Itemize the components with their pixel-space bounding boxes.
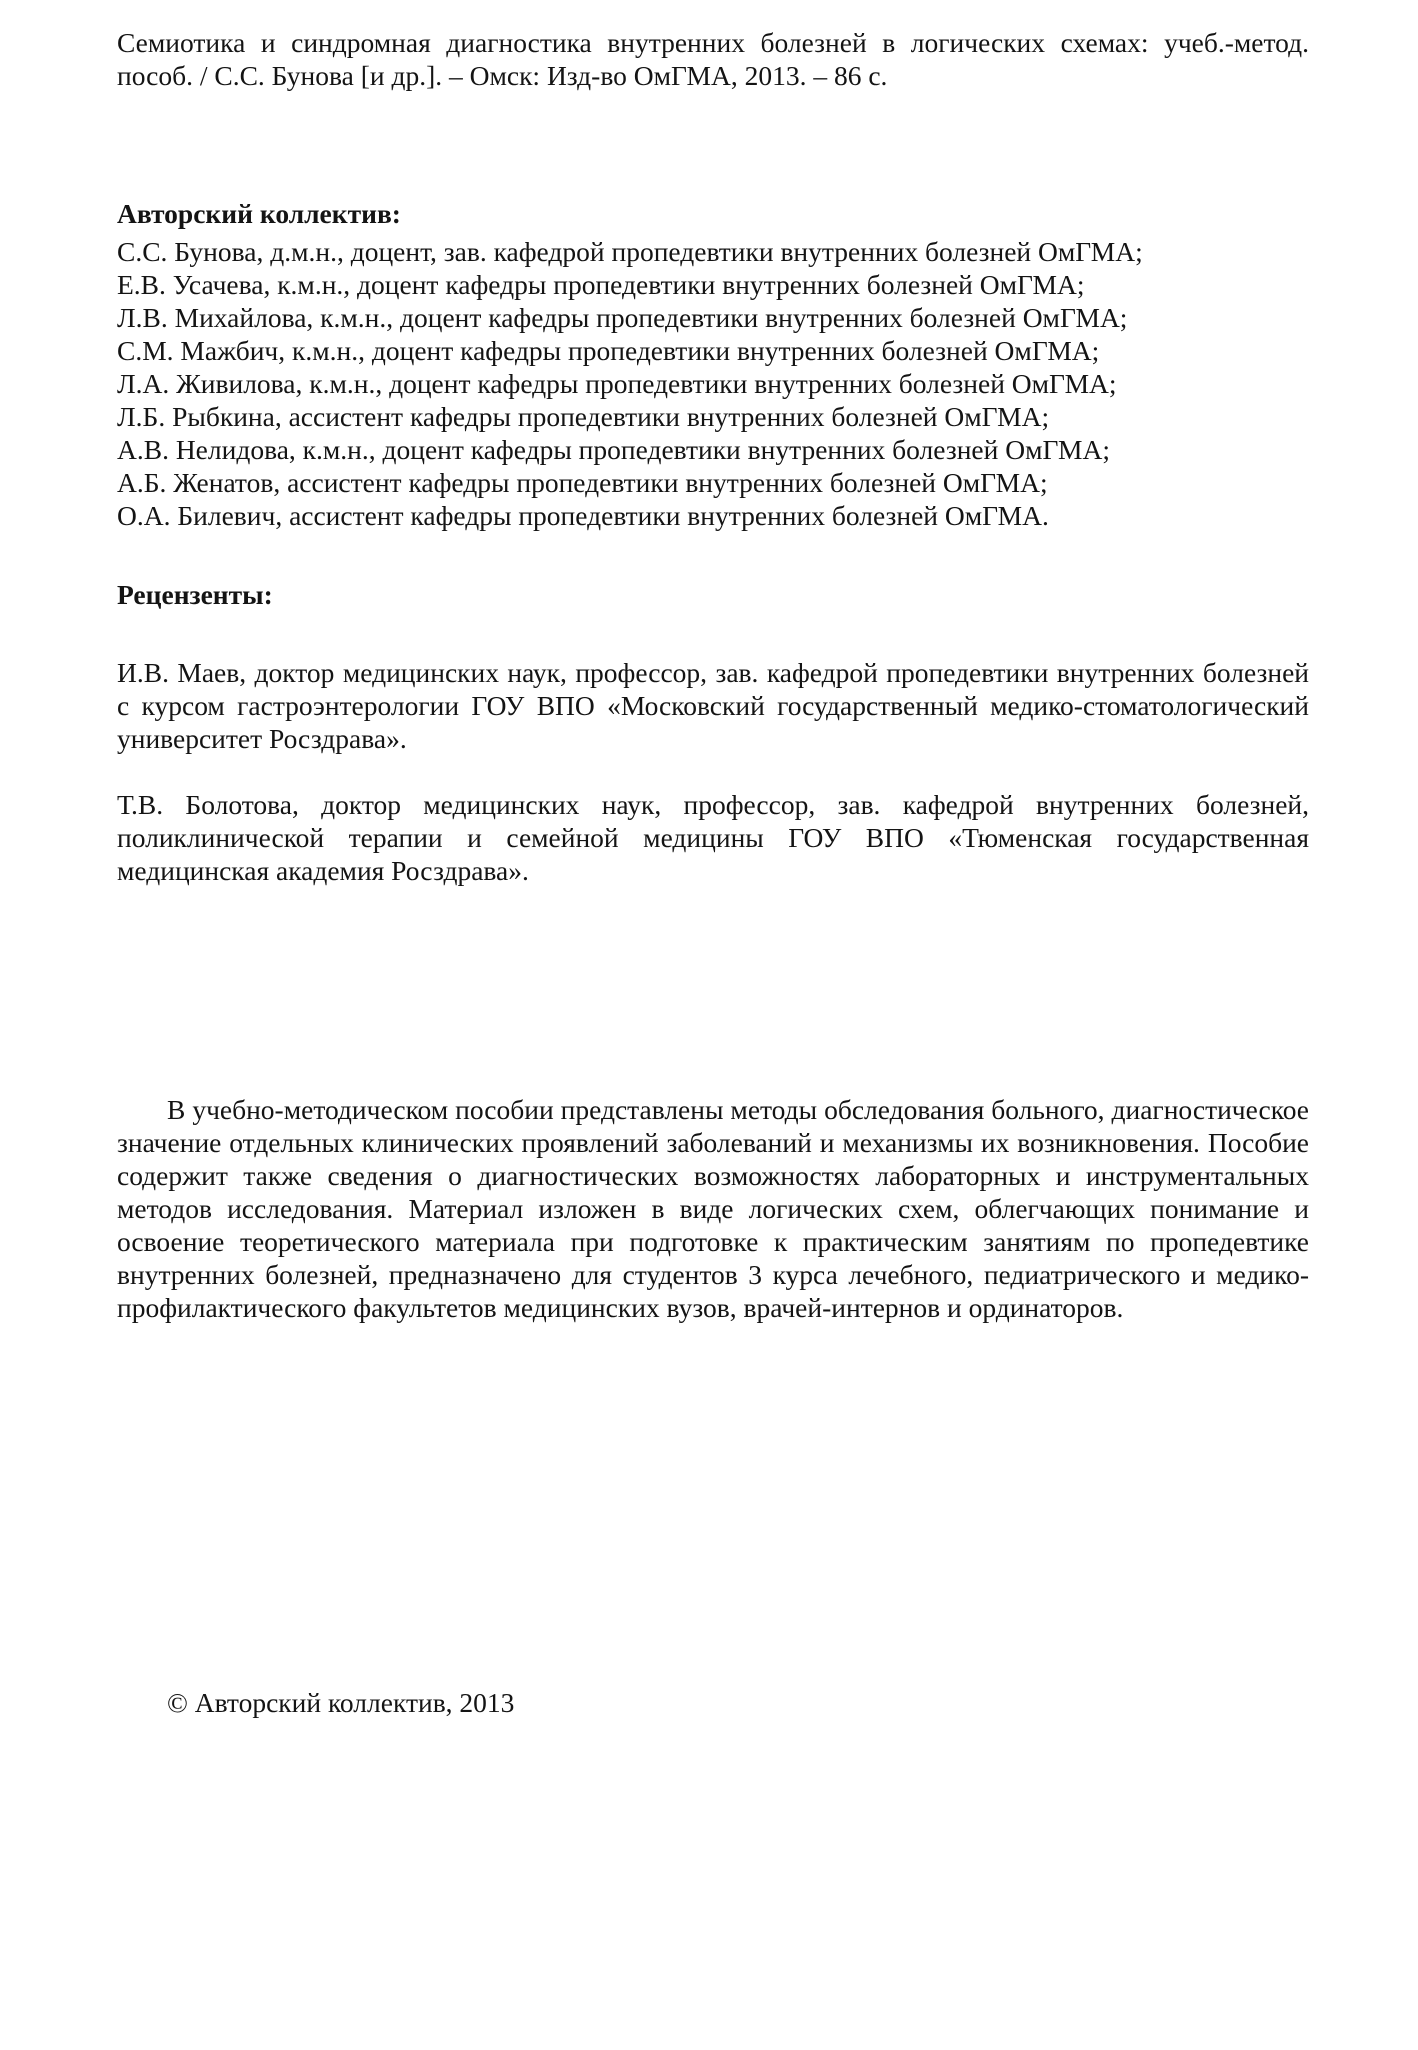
reviewers-heading: Рецензенты: bbox=[117, 579, 273, 610]
author-item: С.М. Мажбич, к.м.н., доцент кафедры пропедевтики внутренних болезней ОмГМА; bbox=[117, 335, 1100, 366]
authors-heading: Авторский коллектив: bbox=[117, 198, 401, 229]
abstract-paragraph: В учебно-методическом пособии представлены методы обследования больного, диагностическое значение отдельных клинических проявлений заболеваний и механизмы их возникновения. Пособие содержит также сведения о диагностических возможностях лабораторных и инструментальных методов исследования. Материал изложен в виде логических схем, облегчающих понимание и освоение теоретического материала при подготовке к практическим занятиям по пропедевтике внутренних болезней, предназначено для студентов 3 курса лечебного, педиатрического и медико-профилактического факультетов медицинских вузов, врачей-интернов и ординаторов. bbox=[117, 1094, 1309, 1323]
author-item: А.В. Нелидова, к.м.н., доцент кафедры пропедевтики внутренних болезней ОмГМА; bbox=[117, 434, 1110, 465]
author-item: Е.В. Усачева, к.м.н., доцент кафедры пропедевтики внутренних болезней ОмГМА; bbox=[117, 269, 1085, 300]
author-item: Л.В. Михайлова, к.м.н., доцент кафедры пропедевтики внутренних болезней ОмГМА; bbox=[117, 302, 1128, 333]
author-item: С.С. Бунова, д.м.н., доцент, зав. кафедрой пропедевтики внутренних болезней ОмГМА; bbox=[117, 236, 1143, 267]
reviewer-entry: И.В. Маев, доктор медицинских наук, профессор, зав. кафедрой пропедевтики внутренних болезней с курсом гастроэнтерологии ГОУ ВПО «Московский государственный медико-стоматологический университет Росздрава». bbox=[117, 657, 1309, 754]
author-item: Л.А. Живилова, к.м.н., доцент кафедры пропедевтики внутренних болезней ОмГМА; bbox=[117, 368, 1117, 399]
bibliographic-record: Семиотика и синдромная диагностика внутренних болезней в логических схемах: учеб.-метод. пособ. / С.С. Бунова [и др.]. – Омск: Изд-во ОмГМА, 2013. – 86 с. bbox=[117, 27, 1309, 91]
authors-list bbox=[117, 235, 1309, 532]
author-item: Л.Б. Рыбкина, ассистент кафедры пропедевтики внутренних болезней ОмГМА; bbox=[117, 401, 1050, 432]
author-item: О.А. Билевич, ассистент кафедры пропедевтики внутренних болезней ОмГМА. bbox=[117, 500, 1049, 531]
reviewer-entry: Т.В. Болотова, доктор медицинских наук, профессор, зав. кафедрой внутренних болезней, поликлинической терапии и семейной медицины ГОУ ВПО «Тюменская государственная медицинская академия Росздрава». bbox=[117, 789, 1309, 886]
copyright-notice: © Авторский коллектив, 2013 bbox=[167, 1687, 515, 1718]
author-item: А.Б. Женатов, ассистент кафедры пропедевтики внутренних болезней ОмГМА; bbox=[117, 467, 1048, 498]
